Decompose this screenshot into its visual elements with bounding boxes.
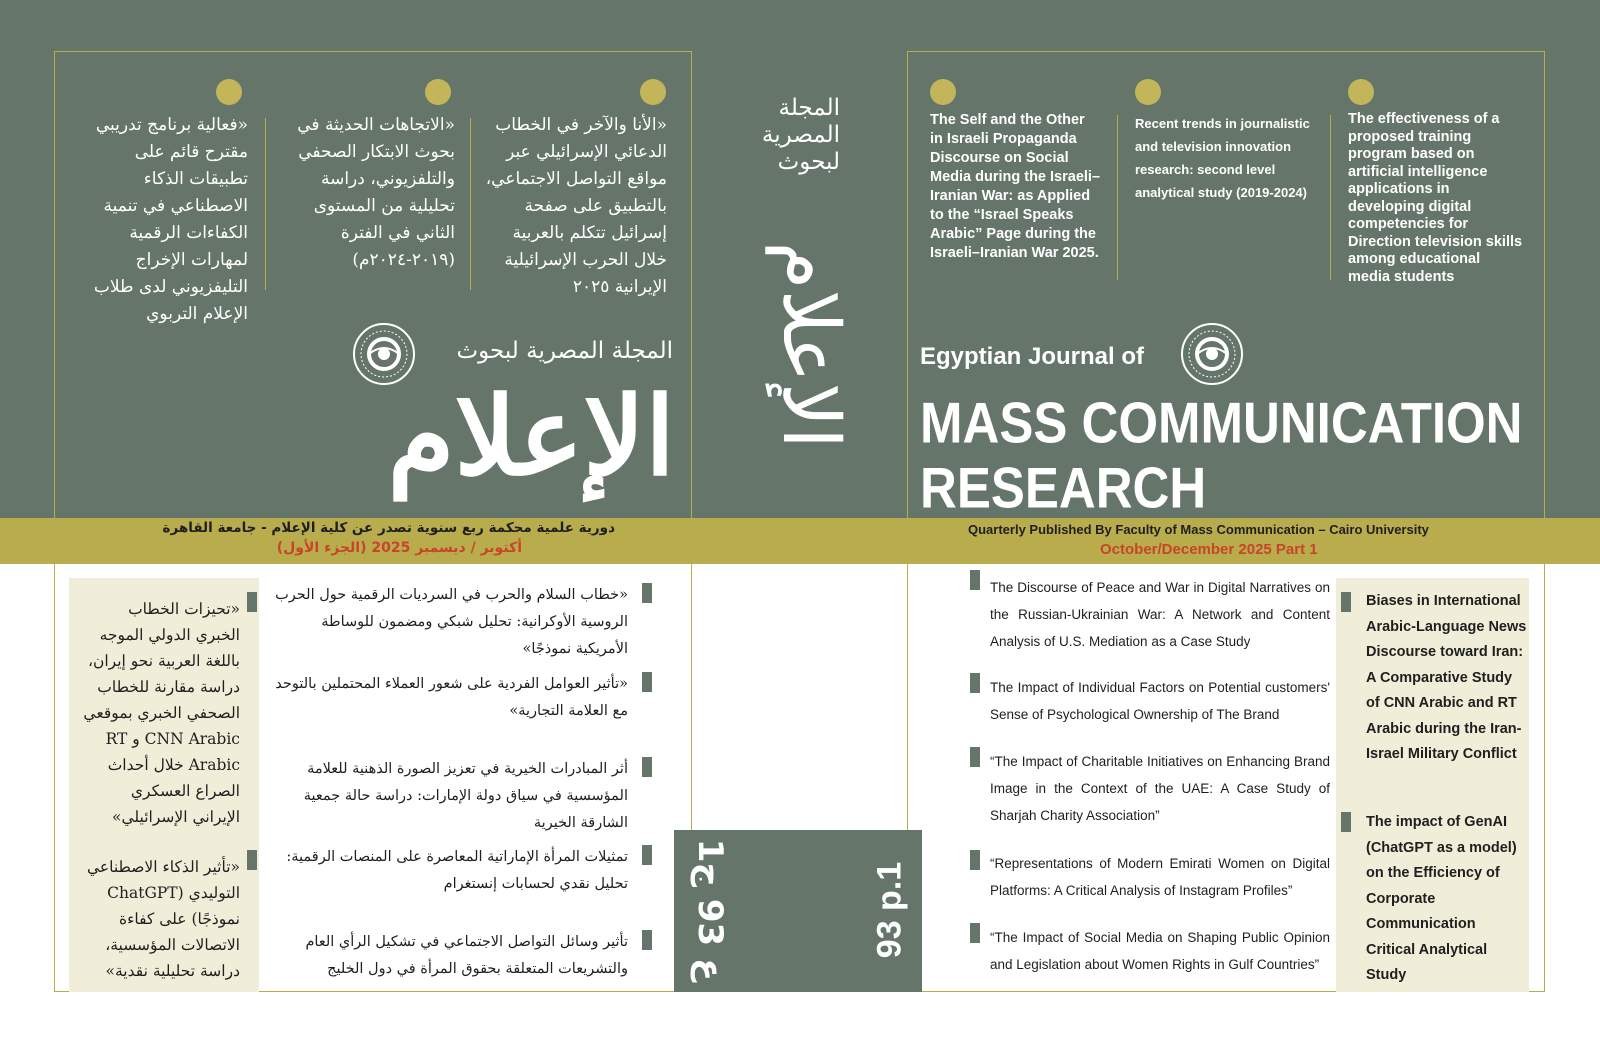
bullet-dot [640, 79, 666, 105]
spine-issue-ar: ع 93 ج1 [690, 838, 730, 982]
bullet-square [1341, 592, 1351, 612]
back-article-2: «الاتجاهات الحديثة في بحوث الابتكار الصحفي والتلفزيوني، دراسة تحليلية من المستوى الثاني في الفترة (٢٠١٩-٢٠٢٤م) [297, 115, 455, 270]
bullet-square [970, 923, 980, 943]
back-toc-item-1: «خطاب السلام والحرب في السرديات الرقمية حول الحرب الروسية الأوكرانية: تحليل شبكي ومضمون للوساطة الأمريكية نموذجًا» [275, 587, 628, 657]
bullet-square [642, 672, 652, 692]
front-journal-prefix: Egyptian Journal of [920, 343, 1145, 370]
front-article-1: The Self and the Other in Israeli Propaganda Discourse on Social Media during the Israeli–Iranian War: as Applied to the “Israel Speaks Arabic” Page during the Israeli–Iranian War 2025. [930, 112, 1101, 261]
back-logo-title: الإعلام [387, 374, 675, 500]
back-logo-subtitle: المجلة المصرية لبحوث [456, 338, 673, 364]
bullet-square [642, 845, 652, 865]
front-side-item-1: Biases in International Arabic-Language News Discourse toward Iran: A Comparative Study of CNN Arabic and RT Arabic during the Iran-Israel Military Conflict [1366, 593, 1527, 762]
back-toc-item-2: «تأثير العوامل الفردية على شعور العملاء المحتملين بالتوحد مع العلامة التجارية» [275, 676, 628, 719]
bullet-square [642, 757, 652, 777]
spine-title-big: الإعلام [765, 241, 855, 449]
bullet-square [970, 747, 980, 767]
column-divider [470, 118, 471, 290]
spine-title-wrap [765, 185, 855, 505]
front-title-line1: MASS COMMUNICATION [920, 391, 1523, 455]
spine-issue-en: 93 p.1 [870, 861, 909, 959]
back-article-1: «فعالية برنامج تدريبي مقترح قائم على تطبيقات الذكاء الاصطناعي في تنمية الكفاءات الرقمية لمهارات الإخراج التليفزيوني لدى طلاب الإعلام التربوي [93, 115, 248, 324]
bullet-square [247, 592, 257, 612]
front-article-3: The effectiveness of a proposed training program based on artificial intelligence applications in developing digital competencies for Direction television skills among educational media students [1348, 111, 1523, 285]
bullet-dot [930, 79, 956, 105]
back-side-item-2: «تأثير الذكاء الاصطناعي التوليدي (ChatGPT نموذجًا) على كفاءة الاتصالات المؤسسية، دراسة تحليلية نقدية» [86, 858, 240, 980]
front-article-2: Recent trends in journalistic and television innovation research: second level analytical study (2019-2024) [1135, 116, 1310, 200]
bullet-square [642, 930, 652, 950]
spine-issue-ar-wrap [680, 830, 740, 990]
front-toc-item-2: The Impact of Individual Factors on Potential customers' Sense of Psychological Ownership of The Brand [990, 680, 1330, 722]
column-divider [265, 118, 266, 290]
front-issue-date: October/December 2025 Part 1 [1100, 541, 1318, 558]
front-tagline: Quarterly Published By Faculty of Mass Communication – Cairo University [968, 522, 1429, 537]
faculty-seal-icon [1180, 322, 1244, 386]
front-toc-item-4: “Representations of Modern Emirati Women on Digital Platforms: A Critical Analysis of Instagram Profiles” [990, 856, 1330, 898]
spine-issue-en-wrap [862, 830, 918, 990]
bullet-square [970, 850, 980, 870]
bullet-square [247, 850, 257, 870]
column-divider [1117, 115, 1118, 280]
back-article-3: «الأنا والآخر في الخطاب الدعائي الإسرائيلي عبر مواقع التواصل الاجتماعي، بالتطبيق على صفحة إسرائيل تتكلم بالعربية خلال الحرب الإسرائيلية الإيرانية ٢٠٢٥ [485, 115, 667, 297]
back-toc-item-5: تأثير وسائل التواصل الاجتماعي في تشكيل الرأي العام والتشريعات المتعلقة بحقوق المرأة في دول الخليج [305, 934, 628, 977]
bullet-dot [1135, 79, 1161, 105]
back-issue-date: أكتوبر / ديسمبر 2025 (الجزء الأول) [276, 540, 522, 556]
bullet-dot [425, 79, 451, 105]
front-title-line2: RESEARCH [920, 455, 1207, 520]
bullet-square [970, 570, 980, 590]
back-toc-item-4: تمثيلات المرأة الإماراتية المعاصرة على المنصات الرقمية: تحليل نقدي لحسابات إنستغرام [286, 849, 628, 892]
back-toc-item-3: أثر المبادرات الخيرية في تعزيز الصورة الذهنية للعلامة المؤسسية في سياق دولة الإمارات: دراسة حالة جمعية الشارقة الخيرية [303, 761, 628, 831]
bullet-dot [216, 79, 242, 105]
spine-title-small: المجلة المصرية لبحوث [761, 95, 840, 175]
front-side-item-2: The impact of GenAI (ChatGPT as a model) on the Efficiency of Corporate Communication Critical Analytical Study [1366, 814, 1517, 983]
back-side-item-1: «تحيزات الخطاب الخبري الدولي الموجه باللغة العربية نحو إيران، دراسة مقارنة للخطاب الصحفي الخبري بموقعي CNN Arabic و RT Arabic خلال أحداث الصراع العسكري الإيراني الإسرائيلي» [83, 600, 240, 826]
bullet-square [642, 583, 652, 603]
front-toc-item-5: “The Impact of Social Media on Shaping Public Opinion and Legislation about Women Rights in Gulf Countries” [990, 930, 1330, 972]
front-toc-item-3: “The Impact of Charitable Initiatives on Enhancing Brand Image in the Context of the UAE: A Case Study of Sharjah Charity Association” [990, 754, 1330, 823]
bullet-dot [1348, 79, 1374, 105]
bullet-square [1341, 812, 1351, 832]
bullet-square [970, 673, 980, 693]
front-title [920, 391, 1540, 521]
back-tagline: دورية علمية محكمة ربع سنوية تصدر عن كلية الإعلام - جامعة القاهرة [162, 520, 615, 536]
column-divider [1330, 115, 1331, 280]
front-toc-item-1: The Discourse of Peace and War in Digital Narratives on the Russian-Ukrainian War: A Network and Content Analysis of U.S. Mediation as a Case Study [990, 580, 1330, 649]
